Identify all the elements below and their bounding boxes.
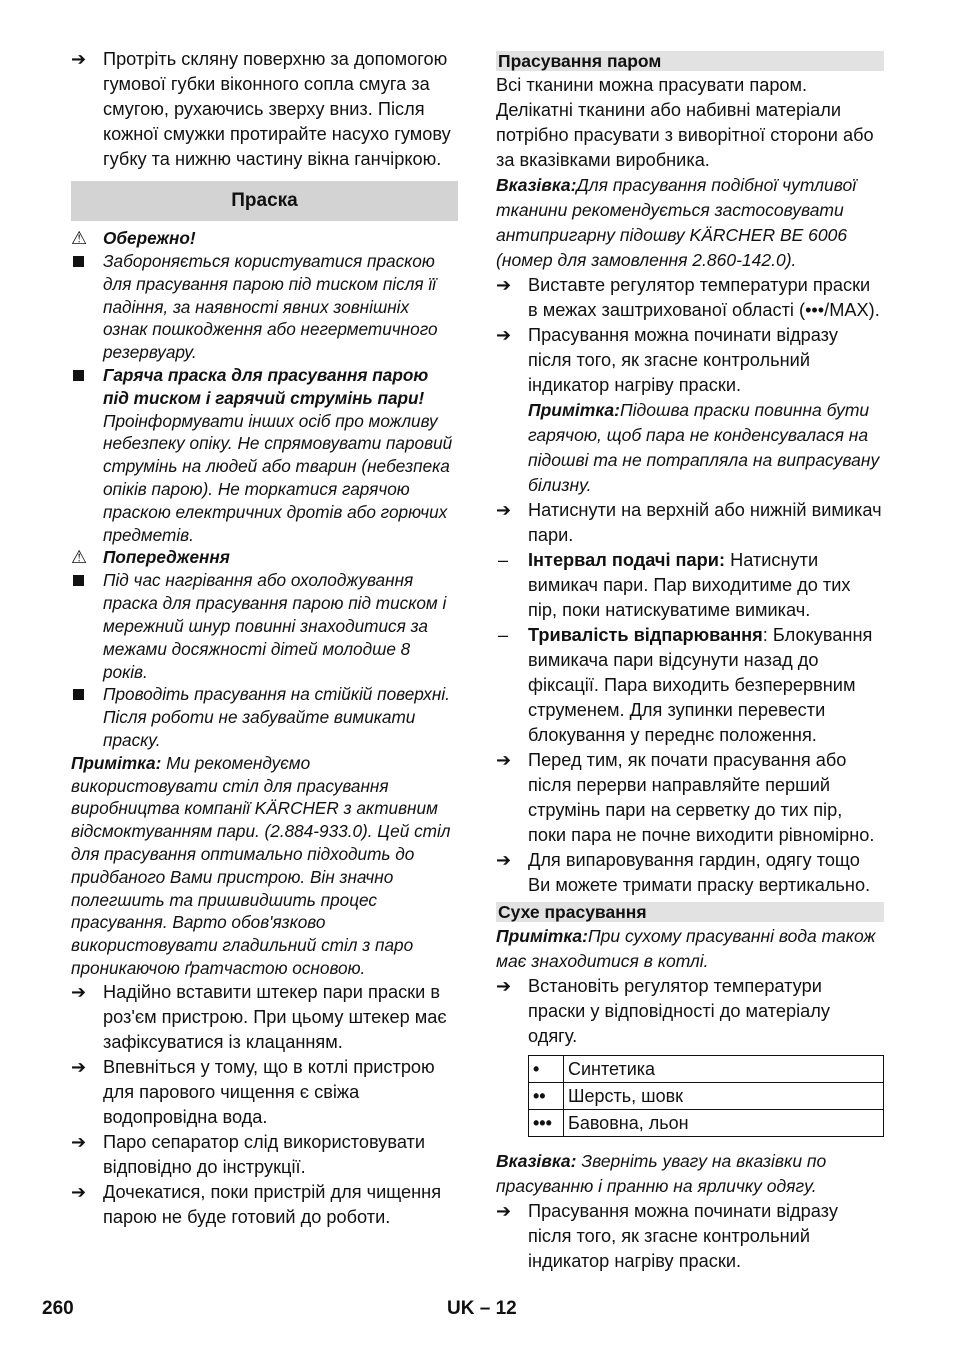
square-bullet-icon	[73, 689, 84, 700]
caution-bullet: Гаряча праска для прасування парою під тиском і гарячий струмінь пари! Проінформувати інших осіб про можливу небезпеку опіку. Не спрямовувати паровий струмінь на людей або тварин (небезпека опіків парою). Не торкатися гарячою праскою електричних дротів або горючих предметів.	[71, 364, 458, 546]
instruction-step: ➔ Дочекатися, поки пристрій для чищення парою не буде готовий до роботи.	[71, 1181, 442, 1227]
dot-symbol: •	[529, 1056, 564, 1083]
step-note: Примітка:Підошва праски повинна бути гарячою, щоб пара не конденсувалася на підошві та не потрапляла на випрасувану білизну.	[528, 400, 880, 495]
caution-bullet: Забороняється користуватися праскою для прасування парою під тиском після її падіння, за наявності явних зовнішніх ознак пошкодження або негерметичного резервуару.	[71, 250, 458, 364]
arrow-right-icon: ➔	[71, 1056, 87, 1077]
arrow-right-icon: ➔	[71, 981, 87, 1002]
square-bullet-icon	[73, 575, 84, 586]
arrow-right-icon: ➔	[496, 850, 512, 870]
hint-note: Вказівка:Для прасування подібної чутливої тканини рекомендується застосовувати антипригарну підошву KÄRCHER BE 6006 (номер для замовлення 2.860-142.0).	[496, 175, 857, 270]
paragraph: Всі тканини можна прасувати паром. Делікатні тканини або набивні матеріали потрібно прасувати з виворітної сторони або за вказівками виробника.	[496, 75, 874, 170]
arrow-right-icon: ➔	[496, 750, 512, 770]
dot-symbol: ••	[529, 1083, 564, 1110]
temperature-table	[528, 1055, 884, 1137]
instruction-step: ➔ Виставте регулятор температури праски в межах заштрихованої області (•••/MAX).	[496, 275, 880, 320]
table-row	[529, 1056, 884, 1083]
arrow-right-icon: ➔	[496, 325, 512, 345]
fabric-label: Синтетика	[564, 1056, 884, 1083]
subsection-title-steam-ironing: Прасування паром	[496, 51, 884, 71]
instruction-step: ➔ Натиснути на верхній або нижній вимикач пари.	[496, 500, 882, 545]
warning-bullet: Під час нагрівання або охолоджування праска для прасування парою під тиском і мережний шнур повинні знаходитися за межами досяжності дітей молодше 8 років.	[71, 569, 458, 683]
table-row	[529, 1083, 884, 1110]
arrow-right-icon: ➔	[496, 976, 512, 996]
page-number: 260	[42, 1298, 74, 1319]
dry-note: Примітка:При сухому прасуванні вода також має знаходитися в котлі.	[496, 926, 876, 971]
square-bullet-icon	[73, 370, 84, 381]
instruction-step: ➔ Надійно вставити штекер пари праски в роз'єм пристрою. При цьому штекер має зафіксуватися із клацанням.	[71, 981, 447, 1052]
instruction-step: ➔ Паро сепаратор слід використовувати відповідно до інструкції.	[71, 1131, 426, 1177]
warning-heading: ⚠ Попередження	[71, 547, 230, 568]
page-label: UK – 12	[447, 1298, 517, 1319]
warning-triangle-icon: ⚠	[71, 228, 88, 248]
arrow-right-icon: ➔	[496, 500, 512, 520]
instruction-step: ➔ Встановіть регулятор температури праски у відповідності до матеріалу одягу.	[496, 976, 830, 1046]
note-ironing-table: Примітка: Ми рекомендуємо використовувати стіл для прасування виробництва компанії KÄRCHER з активним відсмоктуванням пари. (2.884-933.0). Цей стіл для прасування оптимально підходить до придбаного Вами пристрою. Він значно полегшить та пришвидшить процес прасування. Варто обов'язково використовувати гладильний стіл з паро проникаючою ґратчастою основою.	[71, 752, 451, 978]
caution-heading: ⚠ Обережно!	[71, 228, 196, 248]
hint-note: Вказівка: Зверніть увагу на вказівки по прасуванню і пранню на ярличку одягу.	[496, 1151, 827, 1196]
dash-item: – Інтервал подачі пари: Натиснути вимикач пари. Пар виходитиме до тих пір, поки натискуватиме вимикач.	[498, 550, 851, 620]
dash-bullet: –	[498, 625, 509, 645]
instruction-step: ➔ Прасування можна починати відразу після того, як згасне контрольний індикатор нагріву праски. Примітка:Підошва праски повинна бути гарячою, щоб пара не конденсувалася на підошві та не потрапляла на випрасувану білизну.	[496, 323, 884, 498]
arrow-right-icon: ➔	[496, 1201, 512, 1221]
arrow-right-icon: ➔	[71, 1181, 87, 1202]
square-bullet-icon	[73, 256, 84, 267]
instruction-step: ➔ Для випаровування гардин, одягу тощо Ви можете тримати праску вертикально.	[496, 850, 871, 895]
left-column	[71, 47, 458, 1230]
instruction-step: ➔ Впевніться у тому, що в котлі пристрою для парового чищення є свіжа водопровідна вода.	[71, 1056, 435, 1127]
instruction-step: ➔ Перед тим, як почати прасування або після перерви направляйте перший струмінь пари на серветку до тих пір, поки пара не почне виходити рівномірно.	[496, 750, 875, 845]
table-row	[529, 1110, 884, 1137]
right-column	[496, 47, 884, 1274]
arrow-right-icon: ➔	[71, 1131, 87, 1152]
arrow-right-icon: ➔	[71, 49, 87, 69]
dot-symbol: •••	[529, 1110, 564, 1137]
instruction-step: ➔ Протріть скляну поверхню за допомогою гумової губки віконного сопла смуга за смугою, рухаючись зверху вниз. Після кожної смужки протирайте насухо гумову губку та нижню частину вікна ганчіркою.	[71, 49, 451, 169]
fabric-label: Бавовна, льон	[564, 1110, 884, 1137]
fabric-label: Шерсть, шовк	[564, 1083, 884, 1110]
instruction-step: ➔ Прасування можна починати відразу після того, як згасне контрольний індикатор нагріву праски.	[496, 1201, 838, 1271]
subsection-title-dry-ironing: Сухе прасування	[496, 902, 884, 922]
dash-bullet: –	[498, 550, 509, 570]
arrow-right-icon: ➔	[496, 275, 512, 295]
section-title-iron: Праска	[71, 181, 458, 221]
dash-item: – Тривалість відпарювання: Блокування вимикача пари відсунути назад до фіксації. Пара виходить безперервним струменем. Для зупинки перевести блокування у переднє положення.	[498, 625, 873, 745]
warning-triangle-icon: ⚠	[71, 547, 88, 568]
warning-bullet: Проводіть прасування на стійкій поверхні. Після роботи не забувайте вимикати праску.	[71, 683, 458, 751]
